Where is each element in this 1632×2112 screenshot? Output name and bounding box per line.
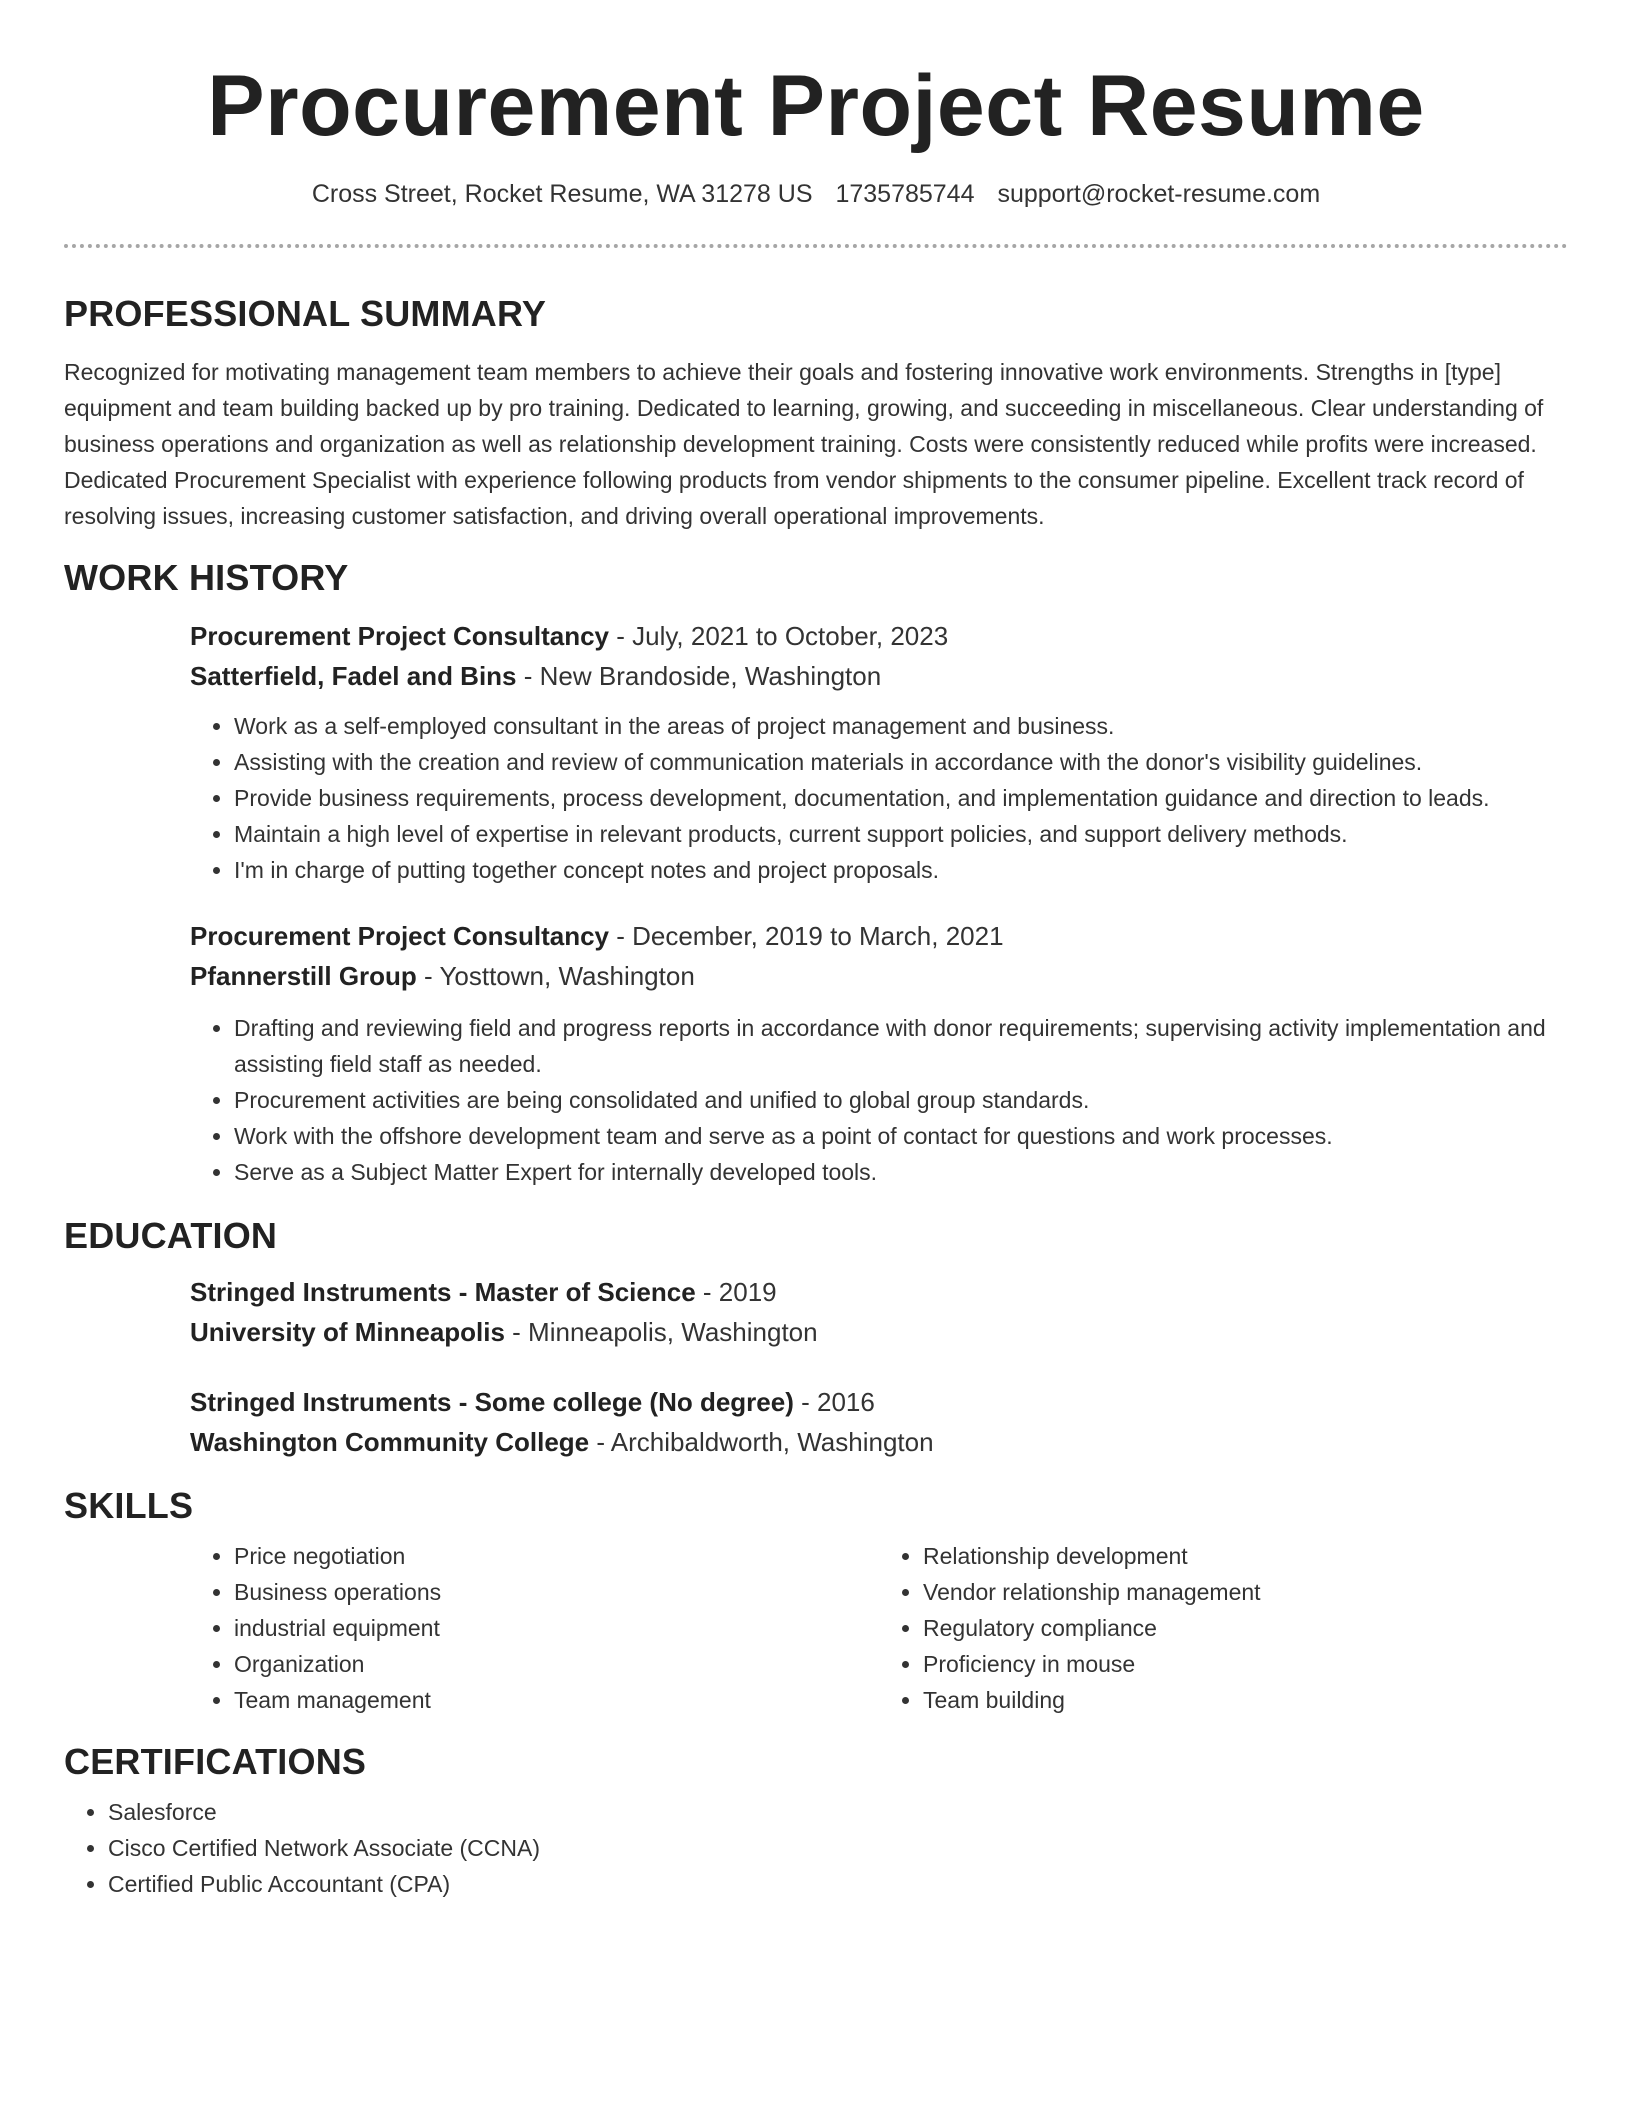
- school-name: Washington Community College: [190, 1427, 590, 1457]
- resume-header: [64, 0, 1568, 210]
- job-company: Satterfield, Fadel and Bins: [190, 661, 517, 691]
- education-entry: [190, 1382, 1568, 1462]
- resume-title: Procurement Project Resume: [207, 58, 1425, 154]
- contact-phone: 1735785744: [835, 180, 975, 208]
- skill-item: • industrial equipment: [234, 1610, 879, 1646]
- contact-line: [64, 178, 1568, 210]
- contact-address: Cross Street, Rocket Resume, WA 31278 US: [311, 180, 813, 208]
- degree-line: [190, 1272, 1568, 1312]
- job-company-line: [190, 656, 1568, 696]
- skill-item: • Relationship development: [923, 1538, 1568, 1574]
- job-company: Pfannerstill Group: [190, 961, 417, 991]
- header-divider: [64, 244, 1568, 248]
- work-history-section: [64, 556, 1568, 1190]
- job-location: - New Brandoside, Washington: [516, 661, 882, 691]
- skills-section: [64, 1484, 1568, 1718]
- education-entry: [190, 1272, 1568, 1352]
- job-company-line: [190, 956, 1568, 996]
- summary-heading: PROFESSIONAL SUMMARY: [64, 293, 547, 334]
- job-location: - Yosttown, Washington: [416, 961, 695, 991]
- skill-item: • Price negotiation: [234, 1538, 879, 1574]
- school-location: - Minneapolis, Washington: [504, 1317, 818, 1347]
- education-section: [64, 1214, 1568, 1462]
- work-history-heading: WORK HISTORY: [64, 557, 349, 598]
- education-heading: EDUCATION: [64, 1215, 278, 1256]
- summary-section: [64, 292, 1568, 534]
- certification-item: • Certified Public Accountant (CPA): [108, 1866, 1568, 1902]
- school-line: [190, 1422, 1568, 1462]
- job-title-line: [190, 616, 1568, 656]
- job-dates: - July, 2021 to October, 2023: [609, 621, 949, 651]
- skills-list-left: [190, 1538, 879, 1718]
- degree-line: [190, 1382, 1568, 1422]
- skill-item: • Business operations: [234, 1574, 879, 1610]
- job-bullets: [190, 1010, 1568, 1190]
- school-line: [190, 1312, 1568, 1352]
- job-title-line: [190, 916, 1568, 956]
- certifications-heading: CERTIFICATIONS: [64, 1741, 367, 1782]
- certifications-section: [64, 1740, 1568, 1902]
- degree-year: - 2019: [695, 1277, 777, 1307]
- job-entry: [190, 616, 1568, 888]
- skill-item: • Organization: [234, 1646, 879, 1682]
- job-bullet: • Procurement activities are being consolidated and unified to global group standards.: [234, 1082, 1568, 1118]
- job-dates: - December, 2019 to March, 2021: [609, 921, 1004, 951]
- skill-item: • Team management: [234, 1682, 879, 1718]
- skills-grid: [190, 1538, 1568, 1718]
- degree-name: Stringed Instruments - Some college (No degree): [190, 1387, 794, 1417]
- skills-heading: SKILLS: [64, 1485, 194, 1526]
- job-bullet: • I'm in charge of putting together concept notes and project proposals.: [234, 852, 1568, 888]
- certifications-list: [64, 1794, 1568, 1902]
- skill-item: • Vendor relationship management: [923, 1574, 1568, 1610]
- job-bullet: • Provide business requirements, process development, documentation, and implementation guidance and direction to leads.: [234, 780, 1568, 816]
- skill-item: • Team building: [923, 1682, 1568, 1718]
- skills-list-right: [879, 1538, 1568, 1718]
- school-name: University of Minneapolis: [190, 1317, 505, 1347]
- job-bullet: • Serve as a Subject Matter Expert for internally developed tools.: [234, 1154, 1568, 1190]
- job-bullets: [190, 708, 1568, 888]
- job-bullet: • Maintain a high level of expertise in relevant products, current support policies, and support delivery methods.: [234, 816, 1568, 852]
- certification-item: • Salesforce: [108, 1794, 1568, 1830]
- skill-item: • Regulatory compliance: [923, 1610, 1568, 1646]
- job-bullet: • Work with the offshore development team and serve as a point of contact for questions and work processes.: [234, 1118, 1568, 1154]
- job-position: Procurement Project Consultancy: [190, 921, 609, 951]
- job-bullet: • Assisting with the creation and review of communication materials in accordance with the donor's visibility guidelines.: [234, 744, 1568, 780]
- degree-name: Stringed Instruments - Master of Science: [190, 1277, 696, 1307]
- job-entry: [190, 916, 1568, 1190]
- school-location: - Archibaldworth, Washington: [589, 1427, 934, 1457]
- job-bullet: • Drafting and reviewing field and progress reports in accordance with donor requirements; supervising activity implementation and assisting field staff as needed.: [234, 1010, 1568, 1082]
- skill-item: • Proficiency in mouse: [923, 1646, 1568, 1682]
- job-position: Procurement Project Consultancy: [190, 621, 609, 651]
- certification-item: • Cisco Certified Network Associate (CCNA): [108, 1830, 1568, 1866]
- job-bullet: • Work as a self-employed consultant in the areas of project management and business.: [234, 708, 1568, 744]
- degree-year: - 2016: [793, 1387, 875, 1417]
- contact-email: support@rocket-resume.com: [997, 180, 1321, 208]
- summary-text: Recognized for motivating management team members to achieve their goals and fostering innovative work environments. Strengths in [type] equipment and team building backed up by pro training. Dedicated to learning, growing, and succeeding in miscellaneous. Clear understanding of business operations and organization as well as relationship development training. Costs were consistently reduced while profits were increased. Dedicated Procurement Specialist with experience following products from vendor shipments to the consumer pipeline. Excellent track record of resolving issues, increasing customer satisfaction, and driving overall operational improvements.: [64, 359, 1544, 529]
